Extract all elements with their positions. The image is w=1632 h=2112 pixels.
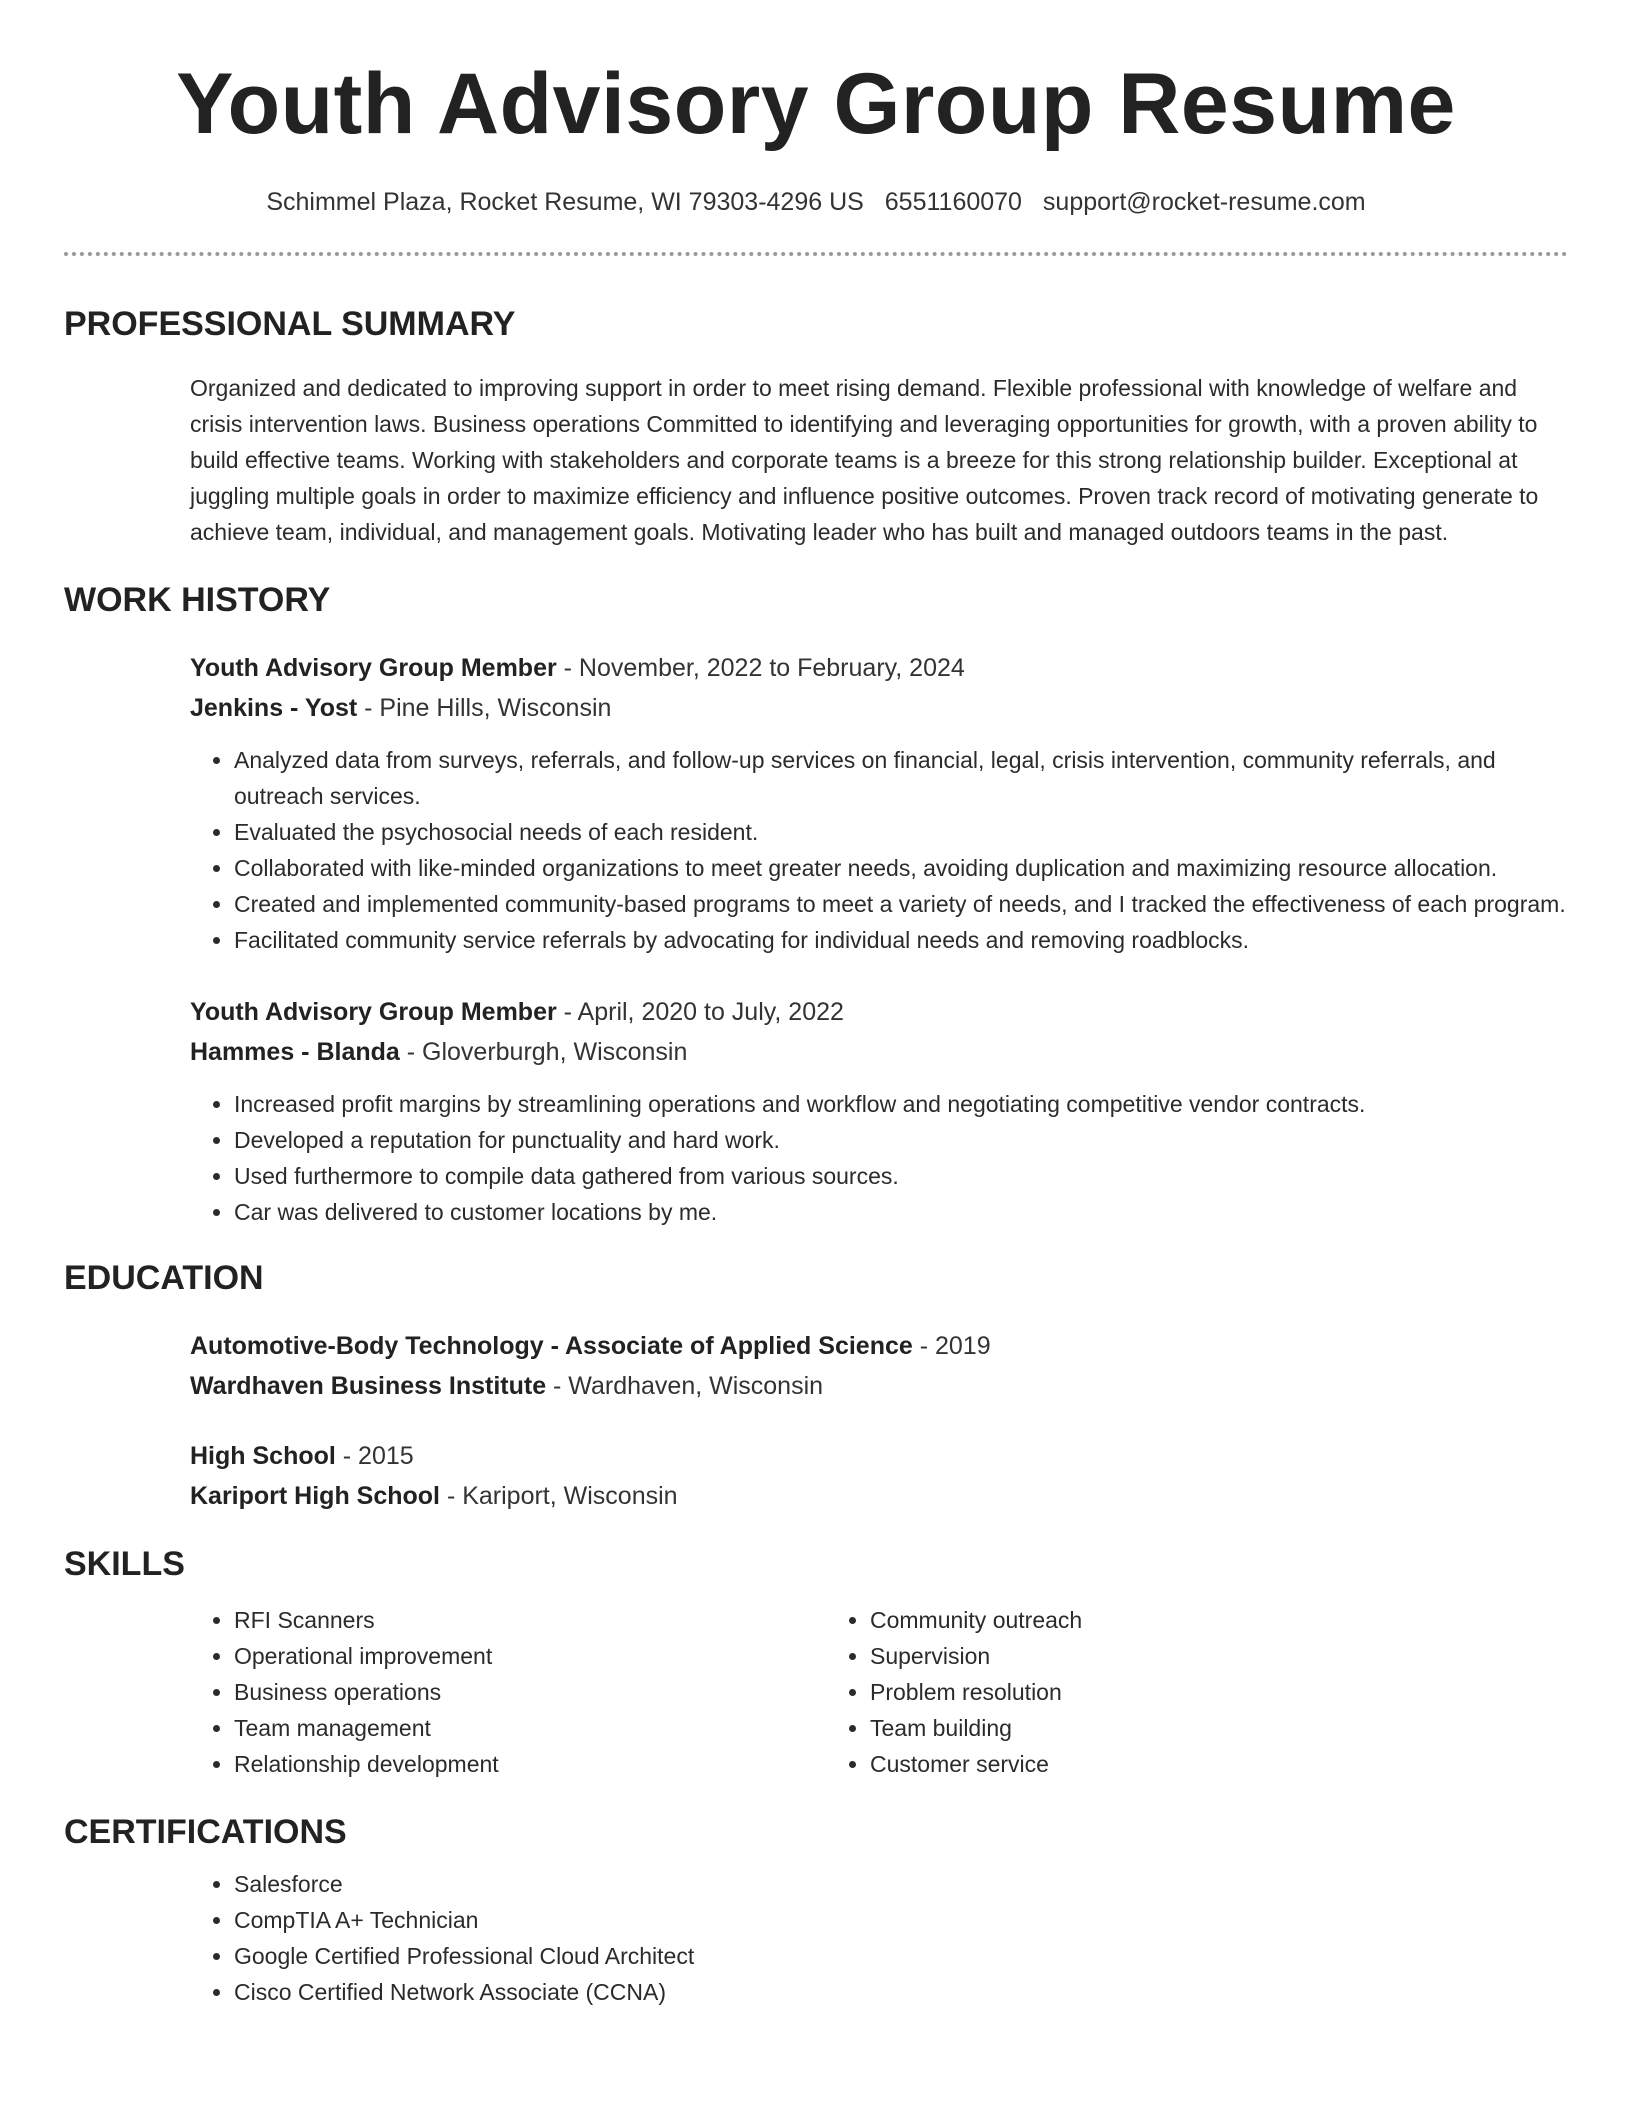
job-role-line <box>190 992 1568 1032</box>
job-bullets <box>190 1086 1568 1230</box>
job-role: Youth Advisory Group Member <box>190 998 557 1026</box>
education-school-line <box>190 1476 1568 1516</box>
skill-item: • Team building <box>870 1710 1462 1746</box>
job-company-line <box>190 688 1568 728</box>
job-company: Jenkins - Yost <box>190 694 358 722</box>
skill-item: • RFI Scanners <box>234 1602 826 1638</box>
section-title-summary: PROFESSIONAL SUMMARY <box>64 305 516 343</box>
header-divider <box>64 252 1568 256</box>
education-year: - 2015 <box>335 1442 414 1470</box>
skill-item: • Operational improvement <box>234 1638 826 1674</box>
certifications-list <box>190 1866 1568 2010</box>
job-bullet: • Collaborated with like-minded organizations to meet greater needs, avoiding duplication and maximizing resource allocation. <box>234 850 1568 886</box>
certification-item: • CompTIA A+ Technician <box>234 1902 1568 1938</box>
education-entry <box>190 1436 1568 1516</box>
job-role-line <box>190 648 1568 688</box>
job-bullet: • Increased profit margins by streamlining operations and workflow and negotiating competitive vendor contracts. <box>234 1086 1568 1122</box>
resume-title: Youth Advisory Group Resume <box>176 56 1456 152</box>
job-bullet: • Facilitated community service referrals by advocating for individual needs and removing roadblocks. <box>234 922 1568 958</box>
job-bullet: • Created and implemented community-based programs to meet a variety of needs, and I tracked the effectiveness of each program. <box>234 886 1568 922</box>
education-year: - 2019 <box>912 1332 991 1360</box>
job-location: - Gloverburgh, Wisconsin <box>399 1038 688 1066</box>
skill-item: • Supervision <box>870 1638 1462 1674</box>
skill-item: • Problem resolution <box>870 1674 1462 1710</box>
skill-item: • Relationship development <box>234 1746 826 1782</box>
job-entry <box>190 992 1568 1230</box>
education-degree-line <box>190 1326 1568 1366</box>
contact-line <box>64 186 1568 218</box>
contact-phone: 6551160070 <box>884 188 1022 216</box>
job-company: Hammes - Blanda <box>190 1038 400 1066</box>
certification-item: • Google Certified Professional Cloud Architect <box>234 1938 1568 1974</box>
job-company-line <box>190 1032 1568 1072</box>
job-bullet: • Car was delivered to customer locations by me. <box>234 1194 1568 1230</box>
job-dates: - November, 2022 to February, 2024 <box>556 654 965 682</box>
skills-column-right <box>826 1602 1462 1782</box>
section-title-certifications: CERTIFICATIONS <box>64 1813 347 1851</box>
education-location: - Kariport, Wisconsin <box>440 1482 678 1510</box>
job-bullet: • Analyzed data from surveys, referrals, and follow-up services on financial, legal, crisis intervention, community referrals, and outreach services. <box>234 742 1568 814</box>
skills-column-left <box>190 1602 826 1782</box>
section-title-work-history: WORK HISTORY <box>64 581 331 619</box>
education-location: - Wardhaven, Wisconsin <box>546 1372 824 1400</box>
job-bullet: • Evaluated the psychosocial needs of each resident. <box>234 814 1568 850</box>
job-entry <box>190 648 1568 958</box>
skills-grid <box>190 1602 1568 1782</box>
education-degree: High School <box>190 1442 336 1470</box>
education-school: Wardhaven Business Institute <box>190 1372 547 1400</box>
job-dates: - April, 2020 to July, 2022 <box>556 998 844 1026</box>
skill-item: • Community outreach <box>870 1602 1462 1638</box>
skill-item: • Team management <box>234 1710 826 1746</box>
contact-email: support@rocket-resume.com <box>1042 188 1366 216</box>
education-school: Kariport High School <box>190 1482 440 1510</box>
education-school-line <box>190 1366 1568 1406</box>
section-title-education: EDUCATION <box>64 1259 264 1297</box>
skill-item: • Business operations <box>234 1674 826 1710</box>
certification-item: • Cisco Certified Network Associate (CCNA) <box>234 1974 1568 2010</box>
education-entry <box>190 1326 1568 1406</box>
education-degree-line <box>190 1436 1568 1476</box>
contact-address: Schimmel Plaza, Rocket Resume, WI 79303-4296 US <box>266 188 864 216</box>
job-location: - Pine Hills, Wisconsin <box>357 694 612 722</box>
job-bullet: • Used furthermore to compile data gathered from various sources. <box>234 1158 1568 1194</box>
job-bullets <box>190 742 1568 958</box>
education-degree: Automotive-Body Technology - Associate of Applied Science <box>190 1332 913 1360</box>
job-role: Youth Advisory Group Member <box>190 654 557 682</box>
certification-item: • Salesforce <box>234 1866 1568 1902</box>
job-bullet: • Developed a reputation for punctuality and hard work. <box>234 1122 1568 1158</box>
section-title-skills: SKILLS <box>64 1545 185 1583</box>
skill-item: • Customer service <box>870 1746 1462 1782</box>
summary-text: Organized and dedicated to improving support in order to meet rising demand. Flexible professional with knowledge of welfare and crisis intervention laws. Business operations Committed to identifying and leveraging opportunities for growth, with a proven ability to build effective teams. Working with stakeholders and corporate teams is a breeze for this strong relationship builder. Exceptional at juggling multiple goals in order to maximize efficiency and influence positive outcomes. Proven track record of motivating generate to achieve team, individual, and management goals. Motivating leader who has built and managed outdoors teams in the past. <box>190 375 1539 545</box>
